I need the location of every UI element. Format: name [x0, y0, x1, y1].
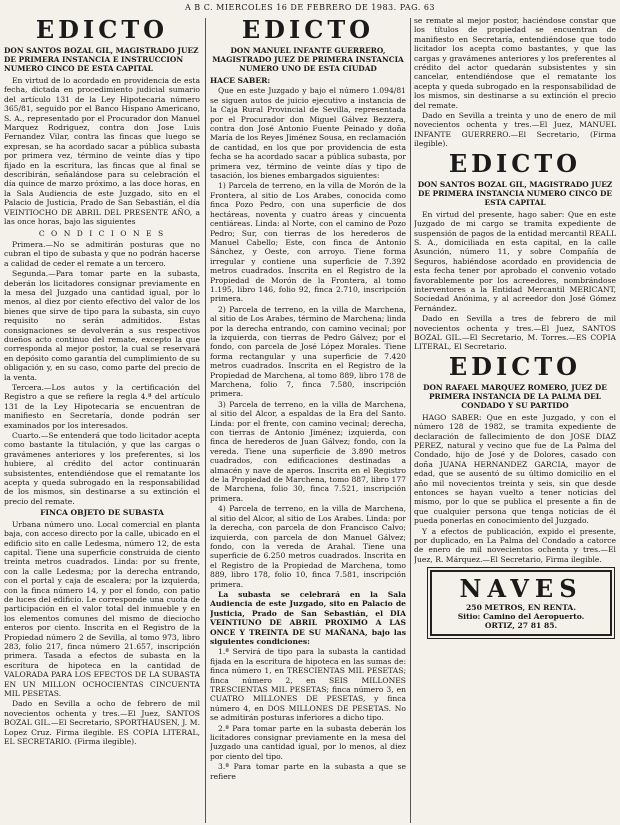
column-right: [414, 16, 616, 825]
ad-title: NAVES: [459, 574, 583, 604]
condition-item: Cuarto.—Se entenderá que todo licitador acepta como bastante la titulación, y que las cargas o gravámenes anteriores y los preferentes, si los hubiere, al crédito del actor continuarán subsistentes, entendiéndose que el rematante los acepta y queda subrogado en la responsabilidad de los mismos, sin destinarse a su extinción el precio del remate.: [4, 431, 200, 506]
edicto-paragraph: 2.ª Para tomar parte en la subasta deberán los licitadores consignar previamente en la mesa del Juzgado una cantidad igual, por lo menos, al diez por ciento del tipo.: [210, 723, 406, 761]
edicto-subtitle: DON SANTOS BOZAL GIL, MAGISTRADO JUEZ DE PRIMERA INSTANCIA NUMERO CINCO DE ESTA CAPITAL: [417, 179, 613, 207]
edicto-paragraph: Que en este Juzgado y bajo el número 1.094/81 se siguen autos de juicio ejecutivo a instancia de la Caja Rural Provincial de Sevilla, representada por el Procurador don Miguel Gálvez Bezzera, contra don José Antonio Fuente Peinado y doña María de los Reyes Jiménez Sousa, en reclamación de cantidad, en los que por providencia de esta fecha se ha acordado sacar a pública subasta, por primera vez, término de veinte días y tipo de tasación, los bienes embargados siguientes:: [210, 86, 406, 181]
edicto-paragraph: se remate al mejor postor, haciéndose constar que los títulos de propiedad se encuentran de manifiesto en Secretaría, entendiéndose que todo licitador los acepta como bastantes, y que las cargas y gravámenes anteriores y los preferentes al crédito del actor quedarán subsistentes y sin cancelar, entendiéndose que el rematante los acepta y queda subrogado en la responsabilidad de los mismos, sin destinarse a su extinción el precio del remate.: [414, 16, 616, 110]
edicto-title: EDICTO: [241, 16, 375, 44]
edicto-title: EDICTO: [448, 351, 582, 381]
edicto-closing: Dado en Sevilla a tres de febrero de mil novecientos ochenta y tres.—El Juez, SANTOS BOZAL GIL.—El Secretario, M. Torres.—ES COPIA LITERAL, El Secretario.: [414, 314, 616, 352]
ad-line: 250 METROS, EN RENTA.: [466, 603, 576, 613]
conditions-heading: C O N D I C I O N E S: [38, 228, 166, 238]
edicto-paragraph: La subasta se celebrará en la Sala Audiencia de este Juzgado, sito en Palacio de Justicia, Prado de San Sebastián, el DIA VEINTIUNO DE ABRIL PROXIMO A LAS ONCE Y TREINTA DE SU MAÑANA, bajo las siguientes condiciones:: [210, 589, 406, 646]
edicto-paragraph: 1.ª Servirá de tipo para la subasta la cantidad fijada en la escritura de hipoteca en las sumas de: finca número 1, en TRESCIENTAS MIL PESETAS; finca número 2, en SEIS MILLONES TRESCIENTAS MIL PESETAS; finca número 3, en CUATRO MILLONES DE PESETAS, y finca número 4, en DOS MILLONES DE PESETAS. No se admitirán posturas inferiores a dicho tipo.: [210, 647, 406, 723]
hace-saber-lead: HACE SABER:: [210, 76, 271, 85]
edicto-paragraph: En virtud del presente, hago saber: Que en este Juzgado de mi cargo se tramita expediente de suspensión de pagos de la entidad mercantil REALL S. A., domiciliada en esta capital, en la calle Asunción, número 11, y sobre Compañía de Seguros, habiéndose acordado en providencia de esta fecha tener por aprobado el convenio votado favorablemente por los acreedores, nombrándose interventores a la Entidad Mercantil MERICANT, Sociedad Anónima, y al acreedor don José Gómez Fernández.: [414, 209, 616, 313]
edicto-closing: Y a efectos de publicación, expido el presente, por duplicado, en La Palma del Condado a catorce de enero de mil novecientos ochenta y tres.—El Juez, R. Márquez.—El Secretario, Firma ilegible.: [414, 526, 616, 564]
column-middle: [210, 16, 406, 825]
edicto-paragraph: 2) Parcela de terreno, en la villa de Marchena, al sitio de Los Arabes, término de Marchena; linda por la derecha entrando, con camino vecinal; por la izquierda, con tierras de Pedro Gálvez; por el fondo, con parcela de José López Morales. Tiene forma rectangular y una superficie de 7.420 metros cuadrados. Inscrita en el Registro de la Propiedad de Marchena, al tomo 889, libro 178 de Marchena, folio 7, finca 7.580, inscripción primera.: [210, 304, 406, 399]
condition-item: Segunda.—Para tomar parte en la subasta, deberán los licitadores consignar previamente en la mesa del Juzgado una cantidad igual, por lo menos, al diez por ciento efectivo del valor de los bienes que sirve de tipo para la subasta, sin cuyo requisito no serán admitidos. Estas consignaciones se devolverán a sus respectivos dueños acto continuo del remate, excepto la que corresponda al mejor postor, la cual se reservará en depósito como garantía del cumplimiento de su obligación y, en su caso, como parte del precio de la venta.: [4, 269, 200, 382]
edicto-paragraph: 3) Parcela de terreno, en la villa de Marchena, al sitio del Alcor, a espaldas de la Era del Santo. Linda: por el frente, con camino vecinal; derecha, con tierras de Antonio Jiménez; izquierda, con finca de herederos de Juan Gálvez; fondo, con la vereda. Tiene una superficie de 3.890 metros cuadrados, con edificaciones destinadas a almacén y nave de aperos. Inscrita en el Registro de la Propiedad de Marchena, tomo 887, libro 177 de Marchena, folio 30, finca 7.521, inscripción primera.: [210, 399, 406, 503]
edicto-subtitle: DON SANTOS BOZAL GIL, MAGISTRADO JUEZ DE PRIMERA INSTANCIA E INSTRUCCION NUMERO CINCO DE ESTA CAPITAL: [4, 46, 199, 73]
edicto-subtitle: DON MANUEL INFANTE GUERRERO, MAGISTRADO JUEZ DE PRIMERA INSTANCIA NUMERO UNO DE ESTA CIUDAD: [212, 46, 404, 73]
ad-phone: ORTIZ, 27 81 85.: [484, 621, 558, 631]
column-left: [4, 16, 200, 825]
condition-item: Primera.—No se admitirán posturas que no cubran el tipo de subasta y que no podrán hacerse a calidad de ceder el remate a un tercero.: [4, 239, 200, 268]
edicto-paragraph: HAGO SABER: Que en este Juzgado, y con el número 128 de 1982, se tramita expediente de declaración de fallecimiento de don JOSE DIAZ PEREZ, natural y vecino que fue de La Palma del Condado, hijo de José y de Dolores, casado con doña JUANA HERNANDEZ GARCIA, mayor de edad, que se ausentó de su último domicilio en el año mil novecientos treinta y seis, sin que desde entonces se hayan vuelto a tener noticias del mismo, por lo que se publica el presente a fin de que cualquier persona que tenga noticias de él pueda ponerlas en conocimiento del Juzgado.: [414, 412, 616, 526]
edicto-closing: Dado en Sevilla a ocho de febrero de mil novecientos ochenta y tres.—El Juez, SANTOS BOZAL GIL.—El Secretario, SPORTHAUSEN, J. M. Lopez Cruz. Firma ilegible. ES COPIA LITERAL, EL SECRETARIO. (Firma ilegible).: [4, 699, 200, 747]
edicto-paragraph: 4) Parcela de terreno, en la villa de Marchena, al sitio del Alcor, al sitio de Los Arabes. Linda: por la derecha, con parcela de don Francisco Calvo; izquierda, con parcela de don Manuel Gálvez; fondo, con la vereda de Arahal. Tiene una superficie de 6.250 metros cuadrados. Inscrita en el Registro de la Propiedad de Marchena, tomo 889, libro 178, folio 10, finca 7.581, inscripción primera.: [210, 504, 406, 589]
column-divider: [205, 18, 206, 823]
finca-heading: FINCA OBJETO DE SUBASTA: [40, 508, 164, 518]
ad-line: Sitio: Camino del Aeropuerto.: [457, 612, 585, 622]
edicto-title: EDICTO: [35, 16, 169, 44]
condition-item: Tercera.—Los autos y la certificación del Registro a que se refiere la regla 4.ª del artículo 131 de la Ley Hipotecaria se encuentran de manifiesto en Secretaría, donde podrán ser examinados por los interesados.: [4, 383, 200, 430]
edicto-paragraph: 3.ª Para tomar parte en la subasta a que se refiere: [210, 762, 406, 781]
edicto-paragraph: En virtud de lo acordado en providencia de esta fecha, dictada en procedimiento judicial sumario del artículo 131 de la Ley Hipotecaria número 365/81, seguido por el Banco Hispano Americano, S. A., representado por el Procurador don Manuel Marquez Rodriguez, contra don Jose Luis Fernandez Vilar, contra las fincas que luego se expresan, se ha acordado sacar a pública subasta por primera vez, término de veinte días y tipo fijado en la escritura, las fincas que al final se describirán, señalándose para su celebración el día quince de marzo próximo, a las doce horas, en la Sala Audiencia de este Juzgado, sito en el Palacio de Justicia, Prado de San Sebastián, el día VEINTIOCHO DE ABRIL DEL PRESENTE AÑO, a las once horas, bajo las siguientes: [4, 76, 200, 227]
edicto-paragraph: 1) Parcela de terreno, en la villa de Morón de la Frontera, al sitio de Los Arabes, conocida como finca Pozo Pedro, con una superficie de dos hectáreas, noventa y cuatro áreas y cincuenta centiáreas. Linda: al Norte, con el camino de Pozo Pedro; Sur, con tierras de los herederos de Manuel Cabello; Este, con finca de Antonio Sánchez, y Oeste, con arroyo. Tiene forma irregular y contiene una superficie de 7.392 metros cuadrados. Inscrita en el Registro de la Propiedad de Morón de la Frontera, al tomo 1.195, libro 146, folio 92, finca 2.710, inscripción primera.: [210, 181, 406, 304]
column-divider: [410, 18, 411, 823]
finca-description: Urbana número uno. Local comercial en planta baja, con acceso directo por la calle, ubicado en el edificio sito en calle Ledesma, número 12, de esta capital. Tiene una superficie construida de ciento treinta metros cuadrados. Linda: por su frente, con la calle Ledesma; por la derecha entrando, con el portal y caja de escalera; por la izquierda, con la finca número 14, y por el fondo, con patio de luces del edificio. Le corresponde una cuota de participación en el valor total del inmueble y en los elementos comunes del mismo de dieciocho enteros por ciento. Inscrita en el Registro de la Propiedad número 2 de Sevilla, al tomo 973, libro 283, folio 217, finca número 21.657, inscripción primera. Tasada a efectos de subasta en la escritura de hipoteca en la cantidad de VALORADA PARA LOS EFECTOS DE LA SUBASTA EN UN MILLON OCHOCIENTAS CINCUENTA MIL PESETAS.: [4, 519, 200, 698]
page-header: A B C. MIERCOLES 16 DE FEBRERO DE 1983. PAG. 63: [184, 3, 436, 12]
edicto-title: EDICTO: [448, 148, 582, 178]
edicto-closing: Dado en Sevilla a treinta y uno de enero de mil novecientos ochenta y tres.—El Juez, MANUEL INFANTE GUERRERO.—El Secretario, (Firma ilegible).: [414, 111, 616, 149]
edicto-subtitle: DON RAFAEL MARQUEZ ROMERO, JUEZ DE PRIMERA INSTANCIA DE LA PALMA DEL CONDADO Y SU PARTIDO: [423, 382, 607, 410]
classified-ad: [430, 570, 612, 636]
